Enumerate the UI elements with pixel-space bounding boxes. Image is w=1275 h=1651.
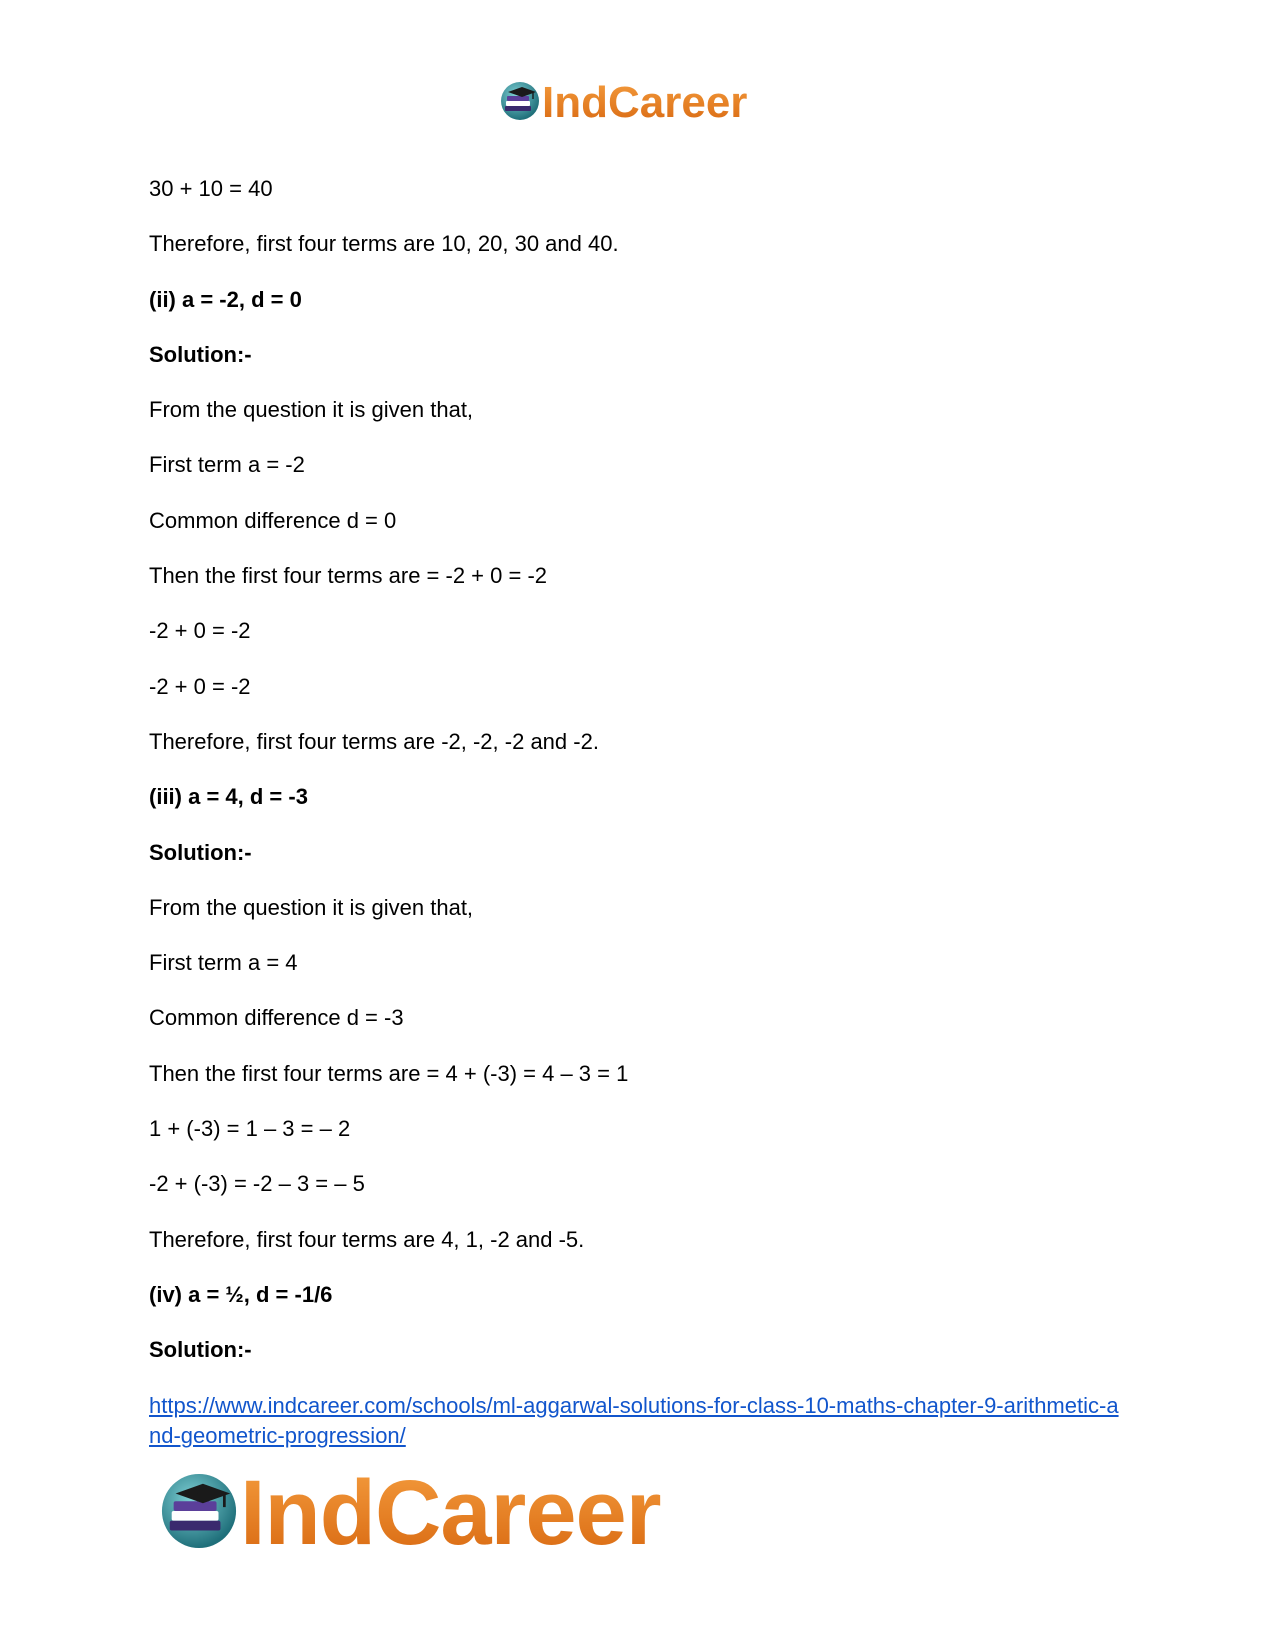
text-line: First term a = 4 [149,950,298,976]
text-line: First term a = -2 [149,452,305,478]
text-line: Then the first four terms are = 4 + (-3) = 4 – 3 = 1 [149,1060,629,1086]
heading-line: Solution:- [149,839,252,865]
text-line: Therefore, first four terms are 10, 20, 30 and 40. [149,231,619,257]
text-line: From the question it is given that, [149,397,474,423]
footer-logo [160,1462,661,1564]
text-line: 30 + 10 = 40 [149,176,273,201]
book-graduation-cap-icon [160,1472,238,1555]
heading-line: Solution:- [149,1337,252,1363]
header-logo [500,76,747,130]
text-line: Then the first four terms are = -2 + 0 = -2 [149,563,548,589]
text-line: Therefore, first four terms are -2, -2, -2 and -2. [149,728,599,754]
document-body [149,176,1129,1393]
text-line: -2 + 0 = -2 [149,673,251,699]
source-link[interactable]: https://www.indcareer.com/schools/ml-aggarwal-solutions-for-class-10-maths-chapter-9-arithmetic-and-geometric-progression/ [149,1393,1119,1448]
header-logo-text: IndCareer [542,78,748,127]
text-line: From the question it is given that, [149,894,474,920]
heading-line: (ii) a = -2, d = 0 [149,286,302,312]
text-line: -2 + (-3) = -2 – 3 = – 5 [149,1171,365,1197]
text-line: Therefore, first four terms are 4, 1, -2 and -5. [149,1226,585,1252]
text-line: Common difference d = -3 [149,1005,404,1031]
text-line: -2 + 0 = -2 [149,618,251,644]
heading-line: Solution:- [149,341,252,367]
heading-line: (iv) a = ½, d = -1/6 [149,1281,333,1307]
footer-logo-text: IndCareer [240,1462,661,1564]
book-graduation-cap-icon [500,81,540,126]
heading-line: (iii) a = 4, d = -3 [149,784,308,810]
text-line: Common difference d = 0 [149,507,397,533]
text-line: 1 + (-3) = 1 – 3 = – 2 [149,1116,351,1142]
